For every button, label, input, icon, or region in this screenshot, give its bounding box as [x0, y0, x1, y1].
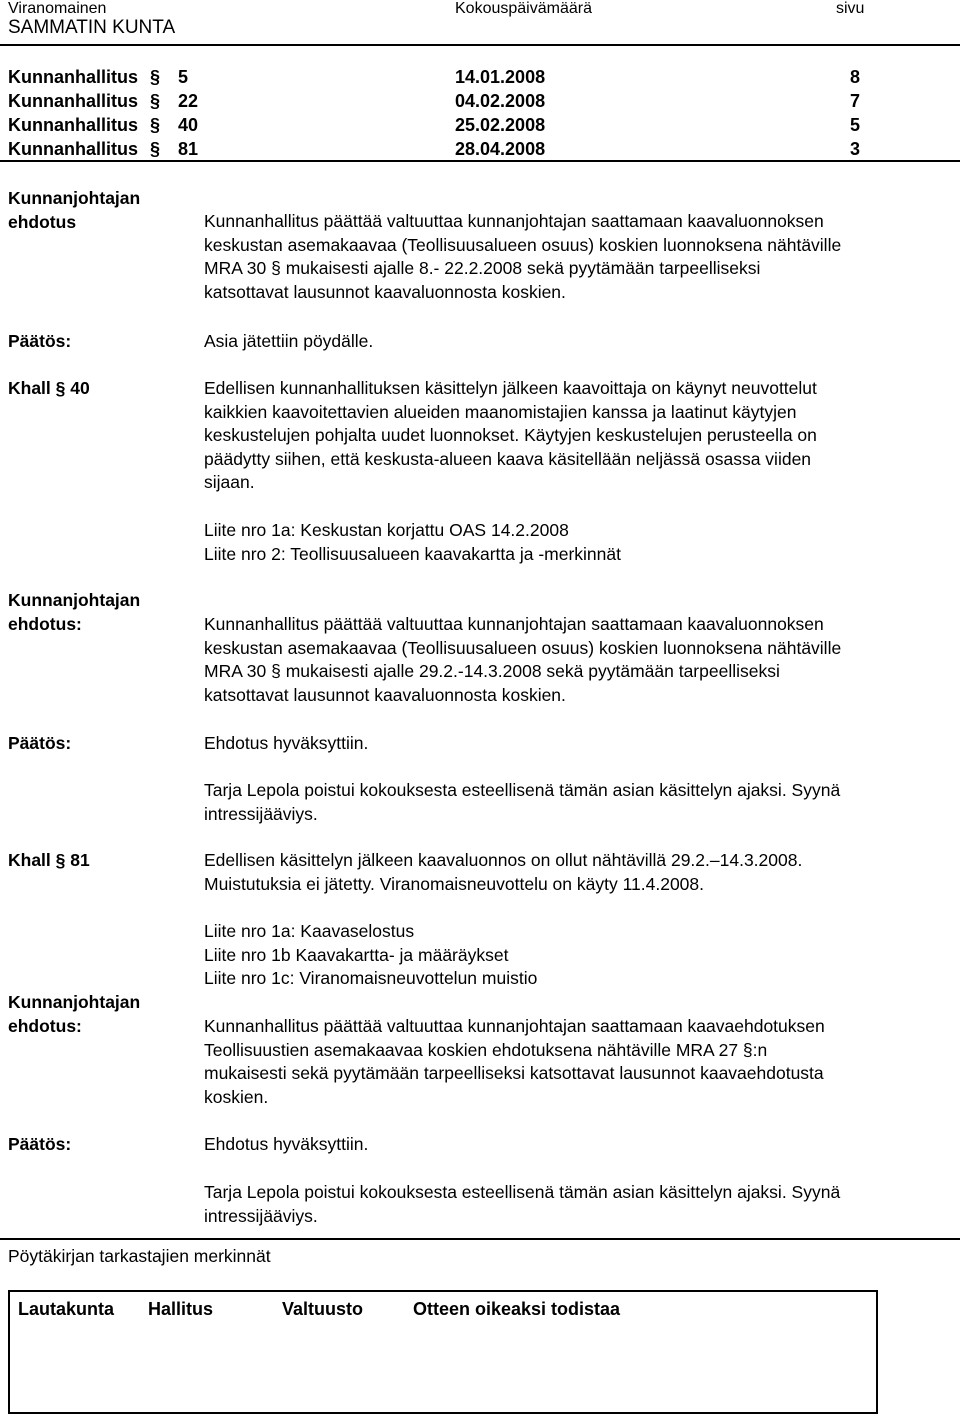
column-valtuusto: Valtuusto	[282, 1299, 364, 1319]
proposal-label-line: Kunnanjohtajan	[8, 992, 141, 1012]
text-line: Kunnanhallitus päättää valtuuttaa kunnanjohtajan saattamaan kaavaehdotuksen	[204, 1016, 825, 1036]
meeting-body: Kunnanhallitus	[8, 67, 138, 87]
decision-label: Päätös:	[8, 331, 72, 351]
attachment-item: Liite nro 1a: Keskustan korjattu OAS 14.2.2008	[204, 520, 569, 540]
decision-label: Päätös:	[8, 733, 72, 753]
signature-table	[8, 1290, 878, 1414]
section-text	[204, 849, 960, 896]
text-line: katsottavat lausunnot kaavaluonnosta koskien.	[204, 684, 566, 705]
proposal-label-line: ehdotus	[8, 211, 77, 232]
meeting-number: 5	[178, 67, 189, 87]
meeting-row	[8, 90, 878, 114]
proposal-label	[8, 991, 140, 1038]
meeting-body: Kunnanhallitus	[8, 139, 138, 159]
column-hallitus: Hallitus	[148, 1299, 214, 1319]
attachment-list	[204, 519, 960, 566]
decision-text: Ehdotus hyväksyttiin.	[204, 1134, 369, 1154]
meeting-date: 04.02.2008	[455, 91, 546, 111]
text-line: MRA 30 § mukaisesti ajalle 29.2.-14.3.2008 sekä pyytämään tarpeelliseksi	[204, 661, 780, 681]
attachment-item: Liite nro 2: Teollisuusalueen kaavakartta ja -merkinnät	[204, 543, 621, 564]
proposal-label-line: ehdotus:	[8, 1015, 82, 1036]
page-label: sivu	[836, 0, 865, 17]
meeting-body: Kunnanhallitus	[8, 115, 138, 135]
meeting-row	[8, 138, 878, 162]
meeting-number: 40	[178, 115, 199, 135]
text-line: Kunnanhallitus päättää valtuuttaa kunnanjohtajan saattamaan kaavaluonnoksen	[204, 614, 824, 634]
proposal-text	[204, 613, 960, 707]
decision-label: Päätös:	[8, 1134, 72, 1154]
section-symbol: §	[150, 67, 161, 87]
decision-text: Asia jätettiin pöydälle.	[204, 331, 374, 351]
attachment-item: Liite nro 1c: Viranomaisneuvottelun muistio	[204, 968, 538, 988]
header-divider	[0, 44, 960, 46]
text-line: sijaan.	[204, 472, 255, 492]
reviewers-label: Pöytäkirjan tarkastajien merkinnät	[8, 1246, 271, 1266]
meeting-body: Kunnanhallitus	[8, 91, 138, 111]
meeting-date: 28.04.2008	[455, 139, 546, 159]
proposal-label-line: Kunnanjohtajan	[8, 590, 141, 610]
text-line: keskustan asemakaavaa (Teollisuusalueen osuus) koskien luonnoksena nähtäville	[204, 234, 842, 255]
text-line: keskustelujen pohjalta uudet luonnokset. Käytyjen keskustelujen perusteella on	[204, 425, 817, 445]
text-line: koskien.	[204, 1086, 269, 1107]
text-line: intressijääviys.	[204, 803, 318, 824]
text-line: päädytty siihen, että keskusta-alueen kaava käsitellään neljässä osassa viiden	[204, 448, 812, 469]
section-text	[204, 377, 960, 495]
text-line: kaikkien kaavoitettavien alueiden maanomistajien kanssa ja laatinut käytyjen	[204, 401, 797, 422]
proposal-label-line: ehdotus:	[8, 613, 82, 634]
meeting-date-label: Kokouspäivämäärä	[455, 0, 592, 17]
meeting-row	[8, 114, 878, 138]
section-symbol: §	[150, 91, 161, 111]
section-label-khall-40: Khall § 40	[8, 378, 90, 398]
meetings-divider	[0, 160, 960, 162]
text-line: Muistutuksia ei jätetty. Viranomaisneuvottelu on käyty 11.4.2008.	[204, 873, 705, 894]
text-line: MRA 30 § mukaisesti ajalle 8.- 22.2.2008 sekä pyytämään tarpeelliseksi	[204, 258, 761, 278]
meeting-page: 8	[850, 67, 861, 87]
proposal-text	[204, 1015, 960, 1109]
meeting-reference-list	[8, 66, 878, 162]
recusal-note	[204, 1181, 960, 1228]
section-symbol: §	[150, 115, 161, 135]
municipality-name: SAMMATIN KUNTA	[8, 17, 176, 38]
text-line: katsottavat lausunnot kaavaluonnosta koskien.	[204, 281, 566, 302]
column-otteen-oikeaksi-todistaa: Otteen oikeaksi todistaa	[413, 1299, 621, 1319]
text-line: Edellisen kunnanhallituksen käsittelyn jälkeen kaavoittaja on käynyt neuvottelut	[204, 378, 817, 398]
proposal-label	[8, 187, 140, 234]
section-label-khall-81: Khall § 81	[8, 850, 90, 870]
proposal-label-line: Kunnanjohtajan	[8, 188, 141, 208]
meeting-page: 3	[850, 139, 861, 159]
text-line: Edellisen käsittelyn jälkeen kaavaluonnos on ollut nähtävillä 29.2.–14.3.2008.	[204, 850, 803, 870]
meeting-page: 7	[850, 91, 861, 111]
meeting-date: 25.02.2008	[455, 115, 546, 135]
meeting-date: 14.01.2008	[455, 67, 546, 87]
meeting-page: 5	[850, 115, 861, 135]
attachment-item: Liite nro 1a: Kaavaselostus	[204, 921, 415, 941]
meeting-number: 22	[178, 91, 199, 111]
text-line: Tarja Lepola poistui kokouksesta esteellisenä tämän asian käsittelyn ajaksi. Syynä	[204, 780, 841, 800]
meeting-row	[8, 66, 878, 90]
footer-divider	[0, 1238, 960, 1240]
section-symbol: §	[150, 139, 161, 159]
proposal-text	[204, 210, 960, 304]
recusal-note	[204, 779, 960, 826]
text-line: mukaisesti sekä pyytämään tarpeelliseksi katsottavat lausunnot kaavaehdotusta	[204, 1063, 824, 1083]
text-line: Kunnanhallitus päättää valtuuttaa kunnanjohtajan saattamaan kaavaluonnoksen	[204, 211, 824, 231]
proposal-label	[8, 589, 140, 636]
decision-text: Ehdotus hyväksyttiin.	[204, 733, 369, 753]
attachment-item: Liite nro 1b Kaavakartta- ja määräykset	[204, 944, 509, 965]
text-line: intressijääviys.	[204, 1205, 318, 1226]
text-line: keskustan asemakaavaa (Teollisuusalueen osuus) koskien luonnoksena nähtäville	[204, 637, 842, 658]
text-line: Teollisuustien asemakaavaa koskien ehdotuksena nähtäville MRA 27 §:n	[204, 1039, 768, 1060]
attachment-list	[204, 920, 960, 991]
authority-label: Viranomainen	[8, 0, 107, 17]
text-line: Tarja Lepola poistui kokouksesta esteellisenä tämän asian käsittelyn ajaksi. Syynä	[204, 1182, 841, 1202]
meeting-number: 81	[178, 139, 199, 159]
column-lautakunta: Lautakunta	[18, 1299, 115, 1319]
